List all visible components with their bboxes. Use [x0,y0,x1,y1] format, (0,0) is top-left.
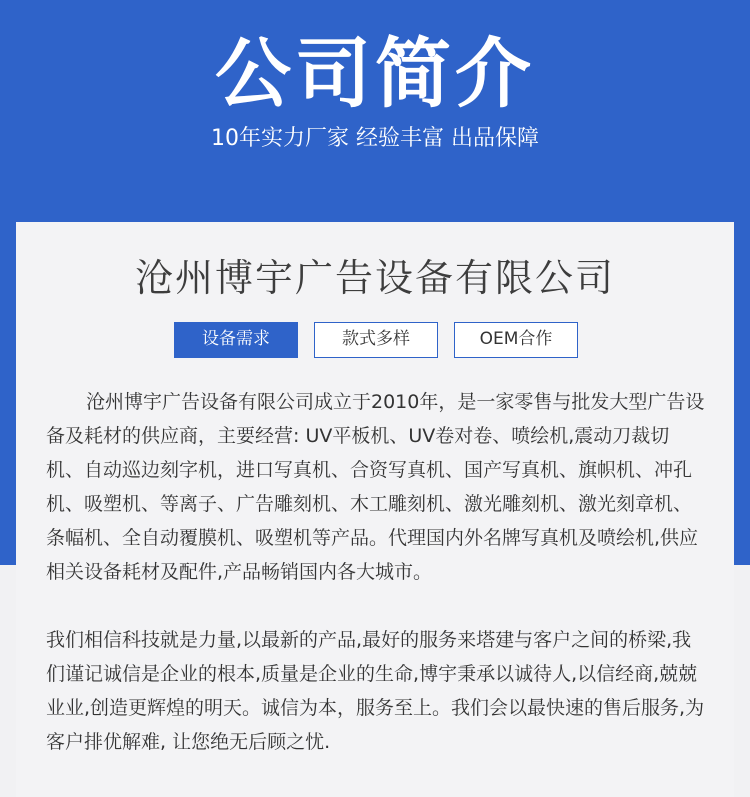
tag-oem-cooperation[interactable]: OEM合作 [454,322,578,358]
page-title: 公司简介 [215,29,535,118]
page-subtitle: 10年实力厂家 经验丰富 出品保障 [211,126,539,151]
tag-equipment-demand[interactable]: 设备需求 [174,322,298,358]
intro-card [16,222,734,797]
company-name: 沧州博宇广告设备有限公司 [134,256,615,300]
intro-paragraph-2: 我们相信科技就是力量,以最新的产品,最好的服务来塔建与客户之间的桥梁,我们谨记诚信是企业的根本,质量是企业的生命,博宇秉承以诚待人,以信经商,兢兢业业,创造更辉煌的明天。诚信为本，服务至上。我们会以最快速的售后服务,为客户排优解难, 让您绝无后顾之忧. [46,629,705,753]
tag-group [174,322,578,358]
intro-paragraph-1: 沧州博宇广告设备有限公司成立于2010年，是一家零售与批发大型广告设备及耗材的供应商，主要经营: UV平板机、UV卷对卷、喷绘机,震动刀裁切机、自动巡边刻字机，进口写真机、合资写真机、国产写真机、旗帜机、冲孔机、吸塑机、等离子、广告雕刻机、木工雕刻机、激光雕刻机、激光刻章机、条幅机、全自动覆膜机、吸塑机等产品。代理国内外名牌写真机及喷绘机,供应相关设备耗材及配件,产品畅销国内各大城市。 [46,391,705,583]
tag-various-styles[interactable]: 款式多样 [314,322,438,358]
